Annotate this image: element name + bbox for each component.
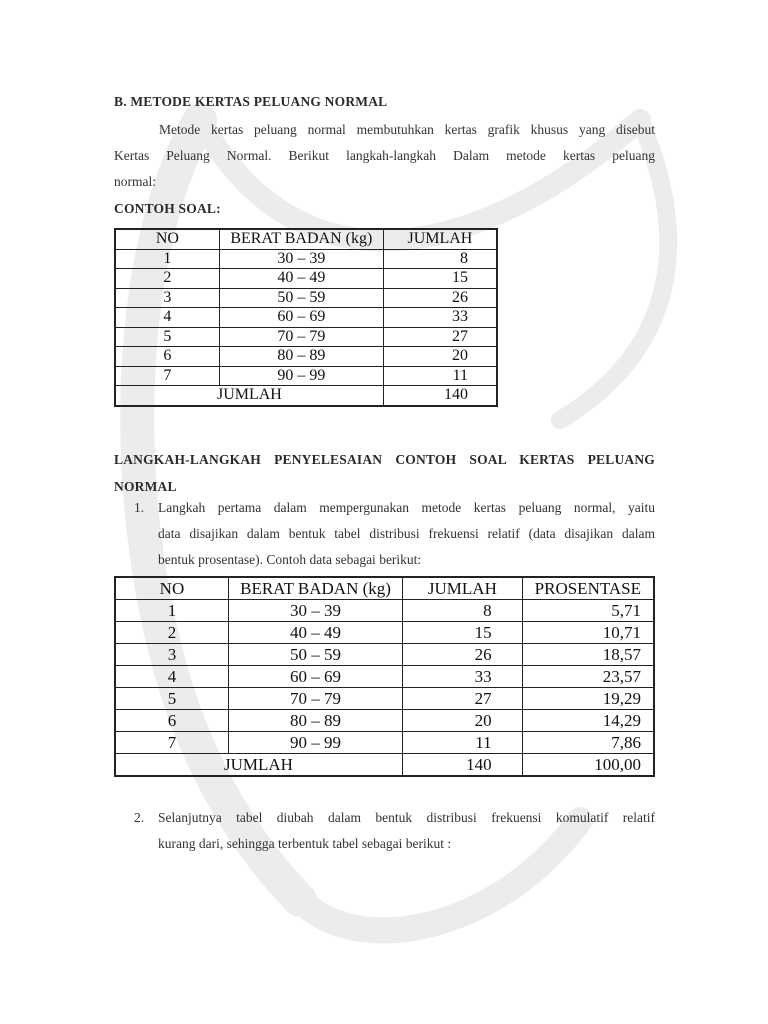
table-row bbox=[115, 269, 497, 289]
cell-prosentase: 14,29 bbox=[522, 710, 654, 732]
cell-berat: 30 – 39 bbox=[219, 249, 383, 269]
cell-prosentase: 19,29 bbox=[522, 688, 654, 710]
cell-no: 2 bbox=[115, 269, 219, 289]
step-1-number: 1. bbox=[134, 500, 145, 515]
section-b-title: B. METODE KERTAS PELUANG NORMAL bbox=[114, 94, 388, 109]
cell-no: 3 bbox=[115, 644, 228, 666]
cell-prosentase: 5,71 bbox=[522, 600, 654, 622]
cell-berat: 40 – 49 bbox=[219, 269, 383, 289]
cell-jumlah: 27 bbox=[403, 688, 523, 710]
cell-jumlah: 26 bbox=[383, 288, 497, 308]
cell-no: 5 bbox=[115, 327, 219, 347]
cell-berat: 90 – 99 bbox=[219, 366, 383, 386]
total-percent: 100,00 bbox=[522, 754, 654, 777]
paragraph-line: Langkah pertama dalam mempergunakan metode kertas peluang normal, yaitu bbox=[158, 500, 655, 515]
langkah-title bbox=[114, 446, 655, 500]
table-row bbox=[115, 347, 497, 367]
cell-jumlah: 8 bbox=[383, 249, 497, 269]
cell-no: 2 bbox=[115, 622, 228, 644]
cell-jumlah: 15 bbox=[383, 269, 497, 289]
cell-berat: 40 – 49 bbox=[228, 622, 402, 644]
paragraph-line: Kertas Peluang Normal. Berikut langkah-langkah Dalam metode kertas peluang bbox=[114, 148, 655, 163]
cell-jumlah: 33 bbox=[383, 308, 497, 328]
table-total-row bbox=[115, 754, 654, 777]
cell-jumlah: 11 bbox=[403, 732, 523, 754]
cell-no: 3 bbox=[115, 288, 219, 308]
cell-no: 4 bbox=[115, 308, 219, 328]
table-row bbox=[115, 327, 497, 347]
total-label: JUMLAH bbox=[115, 754, 403, 777]
cell-no: 7 bbox=[115, 732, 228, 754]
paragraph-line: normal: bbox=[114, 174, 156, 189]
cell-no: 7 bbox=[115, 366, 219, 386]
table-row bbox=[115, 732, 654, 754]
cell-no: 5 bbox=[115, 688, 228, 710]
table-row bbox=[115, 600, 654, 622]
cell-no: 4 bbox=[115, 666, 228, 688]
paragraph-line: data disajikan dalam bentuk tabel distribusi frekuensi relatif (data disajikan dalam bbox=[158, 526, 655, 541]
step-2-number: 2. bbox=[134, 810, 145, 825]
cell-berat: 90 – 99 bbox=[228, 732, 402, 754]
table-header-row bbox=[115, 229, 497, 249]
cell-jumlah: 20 bbox=[403, 710, 523, 732]
table-row bbox=[115, 288, 497, 308]
table-total-row bbox=[115, 386, 497, 406]
header-no: NO bbox=[115, 577, 228, 600]
cell-jumlah: 33 bbox=[403, 666, 523, 688]
cell-prosentase: 7,86 bbox=[522, 732, 654, 754]
contoh-soal-title: CONTOH SOAL: bbox=[114, 201, 221, 216]
cell-no: 1 bbox=[115, 249, 219, 269]
cell-no: 6 bbox=[115, 710, 228, 732]
cell-no: 6 bbox=[115, 347, 219, 367]
cell-prosentase: 23,57 bbox=[522, 666, 654, 688]
prosentase-table bbox=[114, 576, 655, 777]
cell-berat: 30 – 39 bbox=[228, 600, 402, 622]
cell-berat: 70 – 79 bbox=[219, 327, 383, 347]
paragraph-line: bentuk prosentase). Contoh data sebagai berikut: bbox=[158, 552, 422, 567]
cell-berat: 80 – 89 bbox=[219, 347, 383, 367]
berat-badan-table bbox=[114, 228, 498, 407]
table-row bbox=[115, 622, 654, 644]
cell-prosentase: 10,71 bbox=[522, 622, 654, 644]
total-label: JUMLAH bbox=[115, 386, 383, 406]
cell-berat: 60 – 69 bbox=[228, 666, 402, 688]
header-jumlah: JUMLAH bbox=[383, 229, 497, 249]
header-jumlah: JUMLAH bbox=[403, 577, 523, 600]
table-row bbox=[115, 666, 654, 688]
cell-berat: 70 – 79 bbox=[228, 688, 402, 710]
table-row bbox=[115, 308, 497, 328]
paragraph-line: kurang dari, sehingga terbentuk tabel sebagai berikut : bbox=[158, 836, 452, 851]
cell-no: 1 bbox=[115, 600, 228, 622]
table-row bbox=[115, 366, 497, 386]
table-row bbox=[115, 644, 654, 666]
table-row bbox=[115, 710, 654, 732]
cell-berat: 50 – 59 bbox=[228, 644, 402, 666]
cell-berat: 60 – 69 bbox=[219, 308, 383, 328]
header-no: NO bbox=[115, 229, 219, 249]
cell-prosentase: 18,57 bbox=[522, 644, 654, 666]
langkah-title-line: LANGKAH-LANGKAH PENYELESAIAN CONTOH SOAL KERTAS PELUANG bbox=[114, 452, 655, 467]
cell-jumlah: 8 bbox=[403, 600, 523, 622]
langkah-title-line: NORMAL bbox=[114, 479, 177, 494]
table-header-row bbox=[115, 577, 654, 600]
table-row bbox=[115, 249, 497, 269]
total-value: 140 bbox=[403, 754, 523, 777]
cell-jumlah: 15 bbox=[403, 622, 523, 644]
cell-berat: 80 – 89 bbox=[228, 710, 402, 732]
total-value: 140 bbox=[383, 386, 497, 406]
cell-jumlah: 26 bbox=[403, 644, 523, 666]
paragraph-line: Selanjutnya tabel diubah dalam bentuk distribusi frekuensi komulatif relatif bbox=[158, 810, 655, 825]
header-berat-badan: BERAT BADAN (kg) bbox=[228, 577, 402, 600]
cell-jumlah: 20 bbox=[383, 347, 497, 367]
step-2-text bbox=[158, 805, 655, 857]
step-1-text bbox=[158, 495, 655, 573]
header-berat-badan: BERAT BADAN (kg) bbox=[219, 229, 383, 249]
section-b-paragraph bbox=[114, 117, 655, 195]
cell-jumlah: 11 bbox=[383, 366, 497, 386]
cell-jumlah: 27 bbox=[383, 327, 497, 347]
table-row bbox=[115, 688, 654, 710]
header-prosentase: PROSENTASE bbox=[522, 577, 654, 600]
cell-berat: 50 – 59 bbox=[219, 288, 383, 308]
paragraph-line: Metode kertas peluang normal membutuhkan kertas grafik khusus yang disebut bbox=[159, 122, 655, 137]
